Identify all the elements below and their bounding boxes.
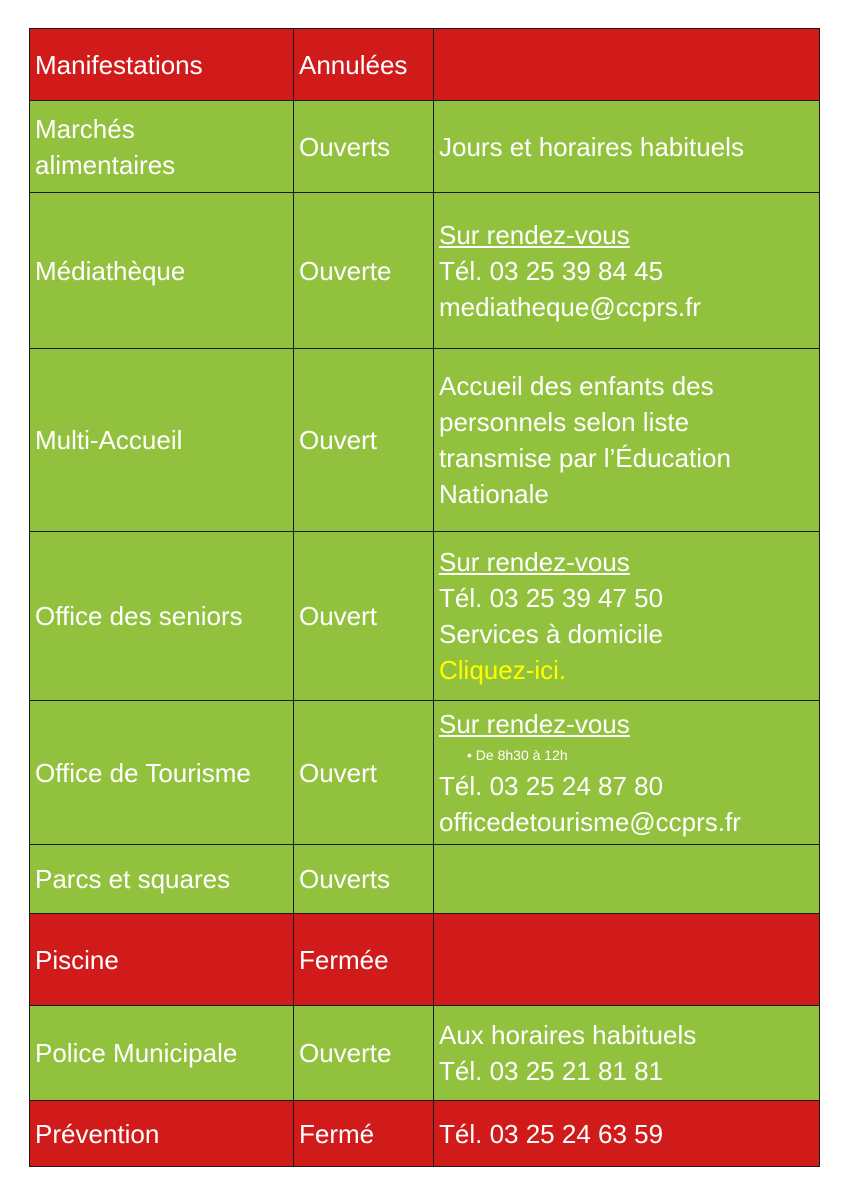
hours-text: De 8h30 à 12h — [475, 746, 568, 763]
service-status: Ouverts — [294, 845, 434, 914]
service-details — [434, 1006, 820, 1101]
table-row — [30, 1006, 820, 1101]
service-name: Office de Tourisme — [30, 701, 294, 845]
table-row — [30, 101, 820, 193]
service-details — [434, 193, 820, 349]
table-row — [30, 914, 820, 1006]
service-status: Ouvert — [294, 349, 434, 532]
services-status-table — [29, 28, 820, 1167]
service-status: Ouverte — [294, 1006, 434, 1101]
detail-text: Accueil des enfants des — [439, 371, 714, 401]
table-row — [30, 29, 820, 101]
service-name: Office des seniors — [30, 532, 294, 701]
service-details — [434, 349, 820, 532]
service-name: Piscine — [30, 914, 294, 1006]
email-address[interactable]: mediatheque@ccprs.fr — [439, 291, 701, 322]
table-row — [30, 845, 820, 914]
table-row — [30, 532, 820, 701]
service-details — [434, 1101, 820, 1167]
appointment-link[interactable]: Sur rendez-vous — [439, 219, 630, 250]
service-details — [434, 101, 820, 193]
detail-text: Aux horaires habituels — [439, 1020, 697, 1050]
service-status: Ouvert — [294, 701, 434, 845]
table-row — [30, 193, 820, 349]
appointment-link[interactable]: Sur rendez-vous — [439, 547, 630, 577]
service-name: Police Municipale — [30, 1006, 294, 1101]
email-address[interactable]: officedetourisme@ccprs.fr — [439, 806, 741, 837]
service-name — [30, 101, 294, 193]
table-row — [30, 701, 820, 845]
click-here-link[interactable]: Cliquez-ici. — [439, 655, 567, 685]
phone-number: Tél. 03 25 21 81 81 — [439, 1056, 664, 1086]
service-details — [434, 29, 820, 101]
service-name: Médiathèque — [30, 193, 294, 349]
service-name: Multi-Accueil — [30, 349, 294, 532]
detail-text: Services à domicile — [439, 619, 663, 649]
service-name-line: alimentaires — [35, 149, 176, 180]
phone-number: Tél. 03 25 24 87 80 — [439, 770, 664, 801]
service-details — [434, 914, 820, 1006]
service-status: Fermé — [294, 1101, 434, 1167]
phone-number: Tél. 03 25 39 47 50 — [439, 583, 664, 613]
service-status: Ouverte — [294, 193, 434, 349]
detail-text: transmise par l’Éducation — [439, 443, 731, 473]
service-details — [434, 845, 820, 914]
service-status: Ouvert — [294, 532, 434, 701]
appointment-link[interactable]: Sur rendez-vous — [439, 708, 630, 739]
table-row — [30, 1101, 820, 1167]
phone-number: Tél. 03 25 39 84 45 — [439, 255, 664, 286]
service-name: Prévention — [30, 1101, 294, 1167]
table-row — [30, 349, 820, 532]
service-name: Parcs et squares — [30, 845, 294, 914]
service-name: Manifestations — [30, 29, 294, 101]
service-name-line: Marchés — [35, 113, 135, 144]
phone-number: Tél. 03 25 24 63 59 — [439, 1118, 664, 1149]
service-status: Fermée — [294, 914, 434, 1006]
detail-text: personnels selon liste — [439, 407, 690, 437]
service-status: Annulées — [294, 29, 434, 101]
service-details — [434, 532, 820, 701]
service-status: Ouverts — [294, 101, 434, 193]
service-details — [434, 701, 820, 845]
detail-text: Nationale — [439, 479, 549, 509]
hours-bullet: • De 8h30 à 12h — [467, 746, 568, 763]
detail-text: Jours et horaires habituels — [439, 131, 744, 162]
